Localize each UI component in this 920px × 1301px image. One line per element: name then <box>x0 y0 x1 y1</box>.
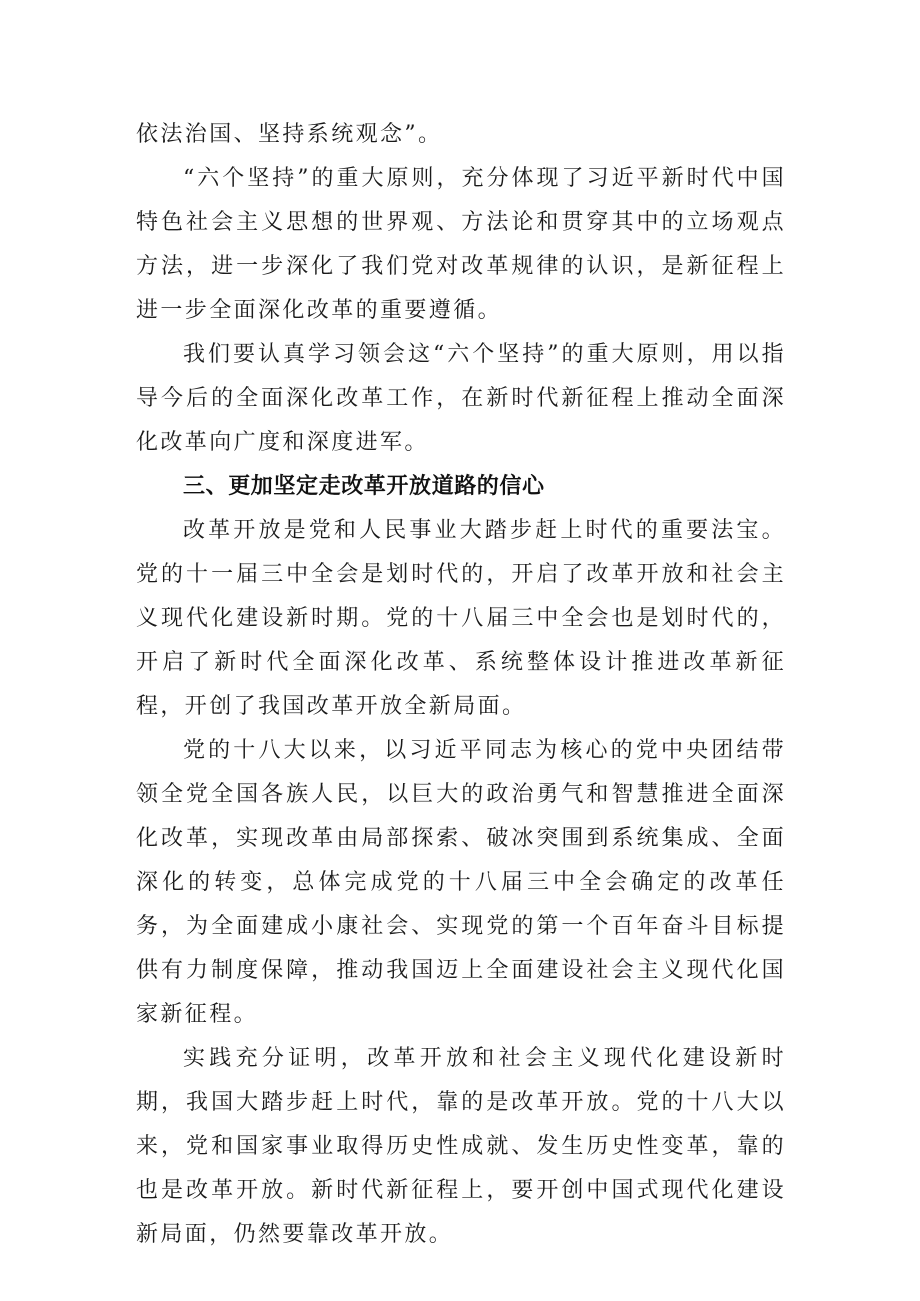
paragraph-six-principles: “六个坚持”的重大原则，充分体现了习近平新时代中国特色社会主义思想的世界观、方法论和贯穿其中的立场观点方法，进一步深化了我们党对改革规律的认识，是新征程上进一步全面深化改革的重要遵循。 <box>136 166 786 323</box>
section-heading: 三、更加坚定走改革开放道路的信心 <box>183 474 545 499</box>
paragraph-reform-opening: 改革开放是党和人民事业大踏步赶上时代的重要法宝。党的十一届三中全会是划时代的，开启了改革开放和社会主义现代化建设新时期。党的十八届三中全会也是划时代的，开启了新时代全面深化改革、系统整体设计推进改革新征程，开创了我国改革开放全新局面。 <box>136 518 786 719</box>
paragraph-since-18th-congress: 党的十八大以来，以习近平同志为核心的党中央团结带领全党全国各族人民，以巨大的政治勇气和智慧推进全面深化改革，实现改革由局部探索、破冰突围到系统集成、全面深化的转变，总体完成党的十八届三中全会确定的改革任务，为全面建成小康社会、实现党的第一个百年奋斗目标提供有力制度保障，推动我国迈上全面建设社会主义现代化国家新征程。 <box>136 738 786 1027</box>
document-body <box>136 113 786 1257</box>
paragraph-practice-proves: 实践充分证明，改革开放和社会主义现代化建设新时期，我国大踏步赶上时代，靠的是改革开放。党的十八大以来，党和国家事业取得历史性成就、发生历史性变革，靠的也是改革开放。新时代新征程上，要开创中国式现代化建设新局面，仍然要靠改革开放。 <box>136 1046 786 1247</box>
paragraph-study-principles: 我们要认真学习领会这“六个坚持”的重大原则，用以指导今后的全面深化改革工作，在新时代新征程上推动全面深化改革向广度和深度进军。 <box>136 342 786 455</box>
paragraph-continuation: 依法治国、坚持系统观念”。 <box>136 122 443 147</box>
